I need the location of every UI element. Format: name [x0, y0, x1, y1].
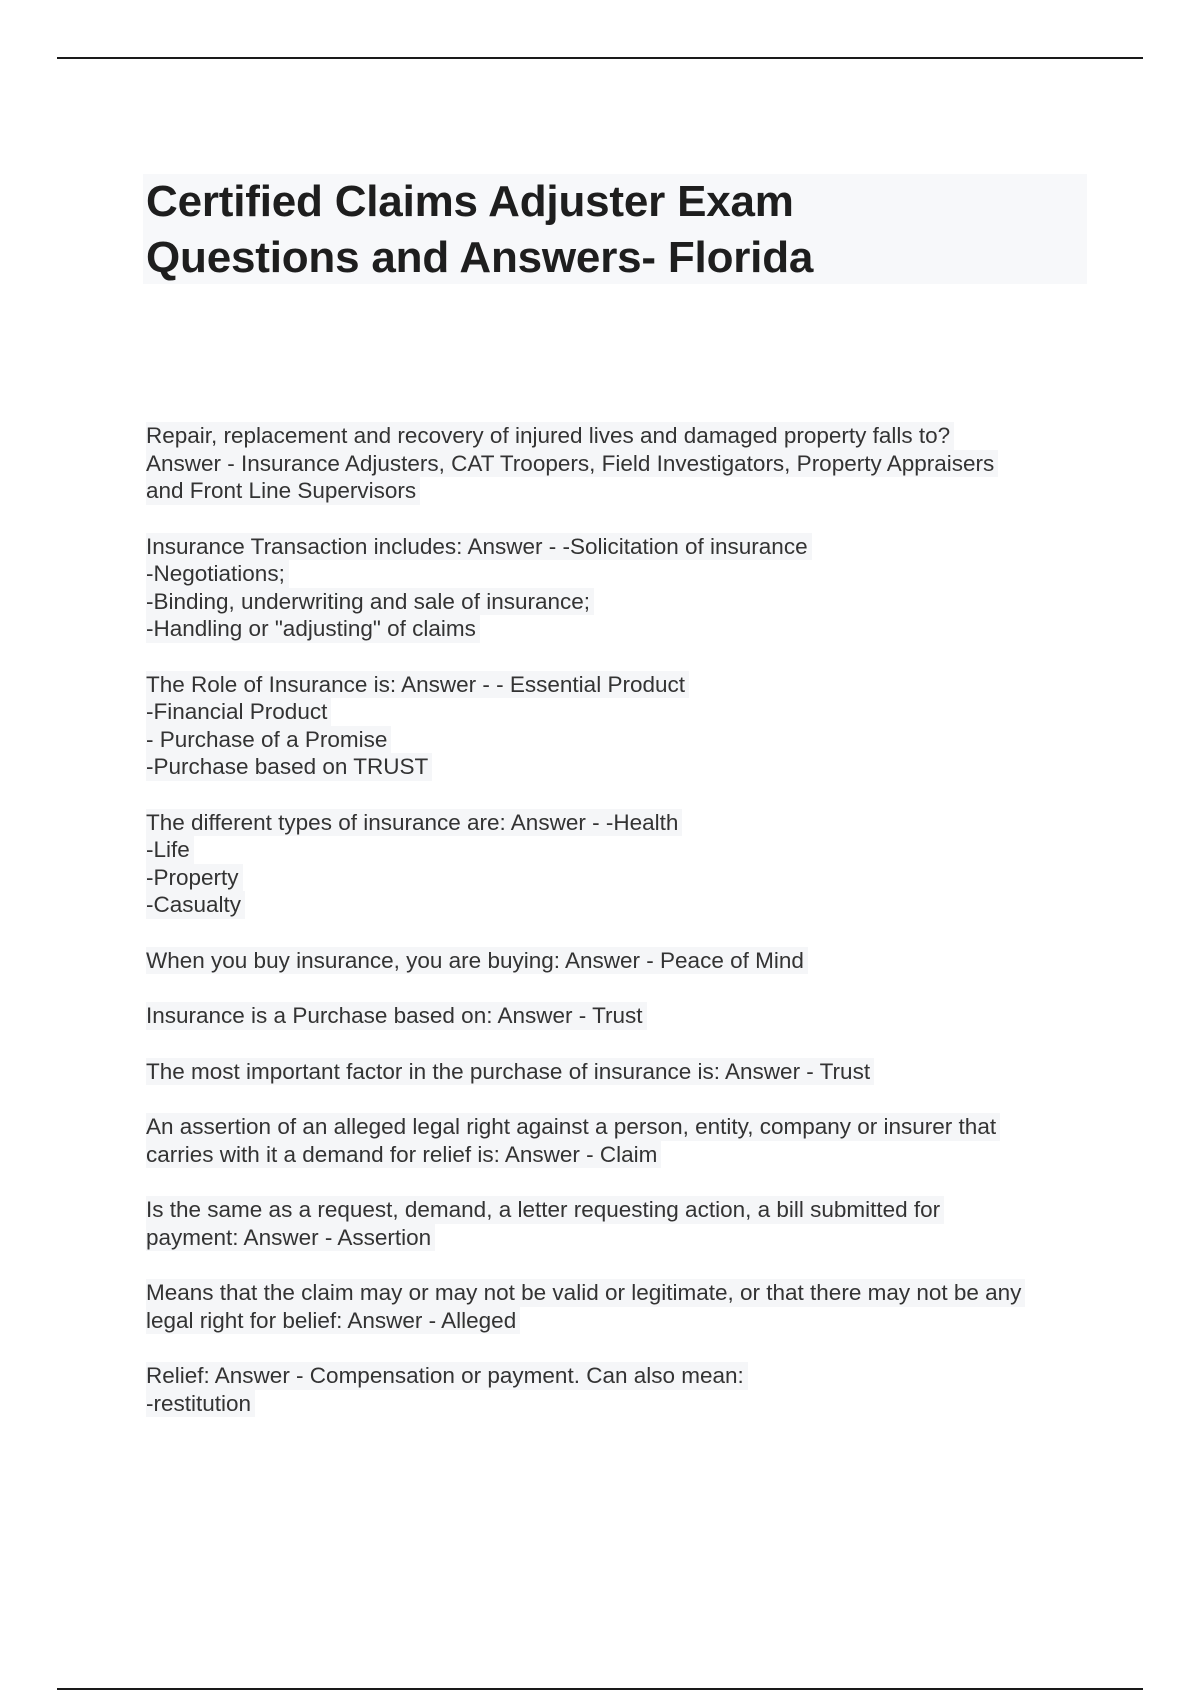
- qa-line: -restitution: [146, 1390, 255, 1418]
- qa-item: [146, 422, 1086, 505]
- qa-line: The different types of insurance are: Answer - -Health: [146, 809, 682, 837]
- qa-line: -Life: [146, 836, 194, 864]
- qa-item: [146, 809, 1086, 919]
- qa-line: carries with it a demand for relief is: Answer - Claim: [146, 1141, 661, 1169]
- qa-line: Insurance Transaction includes: Answer - -Solicitation of insurance: [146, 533, 812, 561]
- qa-line: Relief: Answer - Compensation or payment. Can also mean:: [146, 1362, 748, 1390]
- qa-line: When you buy insurance, you are buying: Answer - Peace of Mind: [146, 947, 808, 975]
- qa-line: - Purchase of a Promise: [146, 726, 391, 754]
- qa-item: [146, 533, 1086, 643]
- bottom-divider: [57, 1688, 1143, 1690]
- qa-list: [146, 422, 1086, 1445]
- qa-line: Repair, replacement and recovery of injured lives and damaged property falls to?: [146, 422, 954, 450]
- qa-line: and Front Line Supervisors: [146, 477, 420, 505]
- qa-item: [146, 671, 1086, 781]
- qa-item: [146, 1362, 1086, 1417]
- qa-line: An assertion of an alleged legal right against a person, entity, company or insurer that: [146, 1113, 1000, 1141]
- qa-line: -Financial Product: [146, 698, 331, 726]
- qa-line: -Casualty: [146, 891, 245, 919]
- title-line-1: Certified Claims Adjuster Exam: [146, 177, 794, 226]
- qa-line: legal right for belief: Answer - Alleged: [146, 1307, 520, 1335]
- qa-line: -Property: [146, 864, 243, 892]
- qa-item: [146, 1196, 1086, 1251]
- title-line-2: Questions and Answers- Florida: [146, 233, 814, 282]
- qa-line: -Handling or "adjusting" of claims: [146, 615, 480, 643]
- top-divider: [57, 57, 1143, 59]
- qa-item: [146, 1113, 1086, 1168]
- qa-line: payment: Answer - Assertion: [146, 1224, 435, 1252]
- qa-item: [146, 1058, 1086, 1086]
- qa-item: [146, 947, 1086, 975]
- qa-line: The most important factor in the purchase of insurance is: Answer - Trust: [146, 1058, 874, 1086]
- qa-item: [146, 1002, 1086, 1030]
- qa-line: Is the same as a request, demand, a letter requesting action, a bill submitted for: [146, 1196, 944, 1224]
- qa-line: Means that the claim may or may not be valid or legitimate, or that there may not be any: [146, 1279, 1025, 1307]
- qa-line: -Purchase based on TRUST: [146, 753, 432, 781]
- qa-item: [146, 1279, 1086, 1334]
- qa-line: The Role of Insurance is: Answer - - Essential Product: [146, 671, 689, 699]
- qa-line: -Negotiations;: [146, 560, 289, 588]
- document-title: [146, 174, 1086, 286]
- qa-line: Insurance is a Purchase based on: Answer - Trust: [146, 1002, 647, 1030]
- qa-line: Answer - Insurance Adjusters, CAT Troopers, Field Investigators, Property Appraisers: [146, 450, 998, 478]
- qa-line: -Binding, underwriting and sale of insurance;: [146, 588, 594, 616]
